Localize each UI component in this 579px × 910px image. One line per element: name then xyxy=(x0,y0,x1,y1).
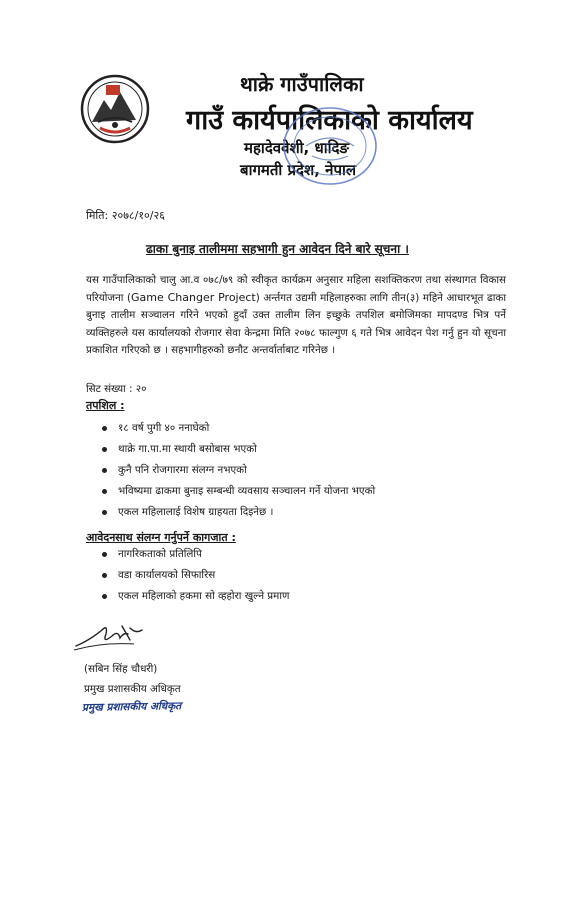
documents-heading: आवेदनसाथ संलग्न गर्नुपर्ने कागजात : xyxy=(86,531,236,544)
criteria-heading: तपशिल : xyxy=(86,399,125,412)
list-item: थाक्रे गा.पा.मा स्थायी बसोबास भएको xyxy=(100,439,375,460)
documents-list xyxy=(100,544,289,607)
signatory-designation: प्रमुख प्रशासकीय अधिकृत xyxy=(84,683,181,695)
list-item: भविष्यमा ढाकमा बुनाइ सम्बन्धी व्यवसाय सञ्चालन गर्ने योजना भएको xyxy=(100,481,375,502)
bullet-icon xyxy=(102,468,107,473)
seat-count: सिट संख्या : २० xyxy=(86,383,147,395)
signature-icon xyxy=(72,612,162,654)
body-text-part2: ) अर्न्तगत उद्यमी महिलाहरुका लागि तीन(३) महिने आधारभूत ढाका बुनाइ तालीम सञ्चालन गरिने भएको हुदाँ उक्त तालीम लिन इच्छुके तपशिल बमोजिमका मापदण्ड भित्र पर्ने व्यक्तिहरुले यस कार्यालयको रोजगार सेवा केन्द्रमा मिति २०७८ फाल्गुण ६ गते भित्र आवेदन पेश गर्नु हुन यो सूचना प्रकाशित गरिएको छ । सहभागीहरुको छनौट अन्तर्वार्ताबाट गरिनेछ । xyxy=(86,292,506,356)
notice-date: मिति: २०७८/१०/२६ xyxy=(86,209,165,222)
notice-body xyxy=(86,272,506,359)
body-text-part1: यस गाउँपालिकाको चालु आ.व ०७८/७९ को स्वीकृत कार्यक्रम अनुसार महिला सशक्तिकरण तथा संस्थागत विकास परियोजना ( xyxy=(86,274,506,305)
criteria-list xyxy=(100,418,375,523)
list-item: १८ वर्ष पुगी ४० ननाघेको xyxy=(100,418,375,439)
list-item: कुनै पनि रोजगारमा संलग्न नभएको xyxy=(100,460,375,481)
project-name: Game Changer Project xyxy=(131,291,256,305)
list-item: वडा कार्यालयको सिफारिस xyxy=(100,565,289,586)
bullet-icon xyxy=(102,426,107,431)
list-item: एकल महिलाको हकमा सो व्हहोरा खुल्ने प्रमाण xyxy=(100,586,289,607)
bullet-icon xyxy=(102,510,107,515)
nepal-emblem-icon xyxy=(78,72,152,146)
bullet-icon xyxy=(102,594,107,599)
bullet-icon xyxy=(102,552,107,557)
office-seal-icon xyxy=(276,100,384,190)
municipality-name: थाक्रे गाउँपालिका xyxy=(240,72,364,96)
designation-stamp: प्रमुख प्रशासकीय अधिकृत xyxy=(81,700,182,714)
signatory-name: (सबिन सिंह चौधरी) xyxy=(84,663,158,675)
office-name: गाउँ कार्यपालिकाको कार्यालय xyxy=(186,105,473,136)
notice-subject: ढाका बुनाइ तालीममा सहभागी हुन आवेदन दिने बारे सूचना । xyxy=(146,242,409,256)
bullet-icon xyxy=(102,447,107,452)
office-address: महादेववेशी, धादिङ xyxy=(244,139,349,157)
list-item: नागरिकताको प्रतिलिपि xyxy=(100,544,289,565)
bullet-icon xyxy=(102,573,107,578)
province-address: बागमती प्रदेश, नेपाल xyxy=(240,161,357,179)
list-item: एकल महिलालाई विशेष ग्राहयता दिइनेछ । xyxy=(100,502,375,523)
bullet-icon xyxy=(102,489,107,494)
